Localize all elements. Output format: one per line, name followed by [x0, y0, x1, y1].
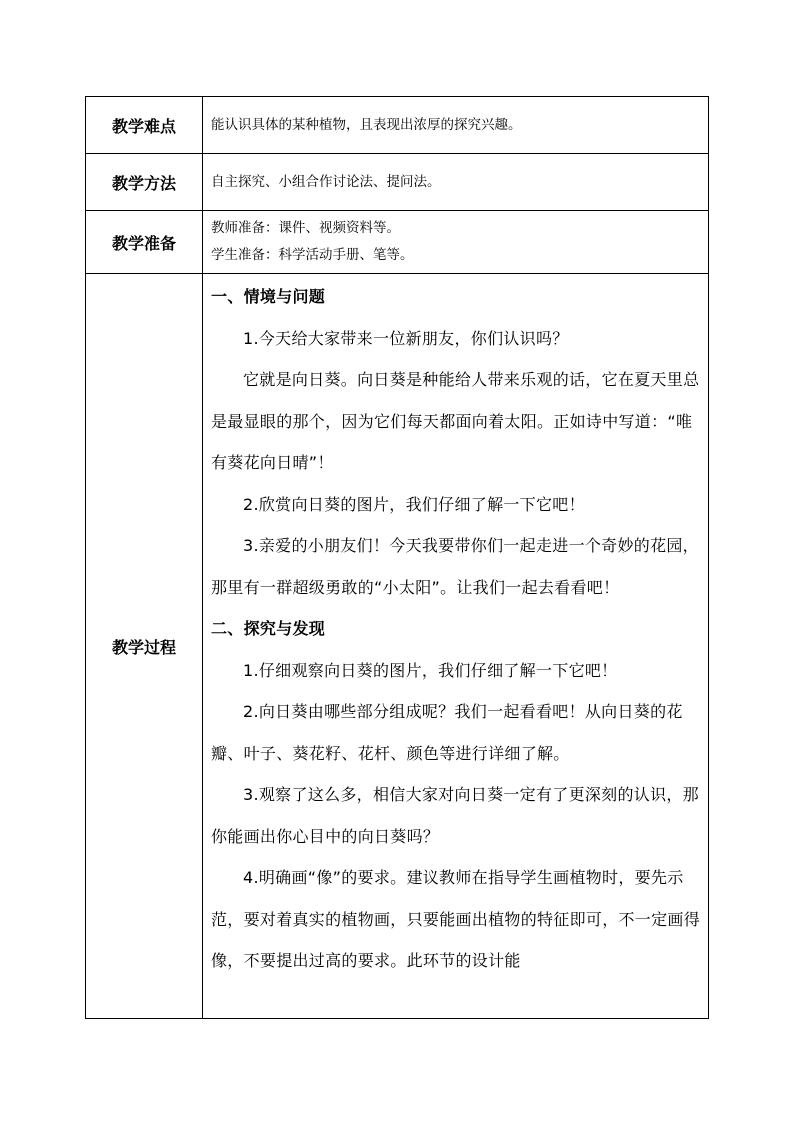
preparation-row	[86, 211, 709, 274]
process-paragraph: 1.今天给大家带来一位新朋友，你们认识吗？	[243, 328, 569, 348]
process-paragraph: 3.观察了这么多，相信大家对向日葵一定有了更深刻的认识，那你能画出你心目中的向日葵吗？	[211, 785, 699, 846]
process-paragraph: 1.仔细观察向日葵的图片，我们仔细了解一下它吧！	[243, 660, 618, 680]
process-paragraph: 2.欣赏向日葵的图片，我们仔细了解一下它吧！	[243, 494, 585, 514]
process-paragraph: 3.亲爱的小朋友们！今天我要带你们一起走进一个奇妙的花园，那里有一群超级勇敢的“小太阳”。让我们一起去看看吧！	[211, 536, 699, 597]
preparation-content	[203, 211, 709, 274]
lesson-plan-table	[85, 96, 709, 1019]
difficulty-row	[86, 97, 709, 154]
process-label: 教学过程	[86, 274, 203, 1019]
method-row	[86, 154, 709, 211]
method-text: 自主探究、小组合作讨论法、提问法。	[203, 154, 709, 211]
section-heading-context: 一、情境与问题	[211, 287, 326, 306]
teacher-preparation: 教师准备：课件、视频资料等。	[211, 220, 400, 236]
process-paragraph: 它就是向日葵。向日葵是种能给人带来乐观的话，它在夏天里总是最显眼的那个，因为它们每天都面向着太阳。正如诗中写道：“唯有葵花向日晴”！	[211, 370, 700, 472]
preparation-label: 教学准备	[86, 211, 203, 274]
student-preparation: 学生准备：科学活动手册、笔等。	[211, 247, 414, 263]
method-label: 教学方法	[86, 154, 203, 211]
section-heading-explore: 二、探究与发现	[211, 619, 326, 638]
process-content	[203, 274, 709, 1019]
difficulty-label: 教学难点	[86, 97, 203, 154]
process-paragraph: 4.明确画“像”的要求。建议教师在指导学生画植物时，要先示范，要对着真实的植物画，只要能画出植物的特征即可，不一定画得像，不要提出过高的要求。此环节的设计能	[211, 868, 701, 970]
process-row	[86, 274, 709, 1019]
process-paragraph: 2.向日葵由哪些部分组成呢？我们一起看看吧！从向日葵的花瓣、叶子、葵花籽、花杆、颜色等进行详细了解。	[211, 702, 683, 763]
difficulty-text: 能认识具体的某种植物，且表现出浓厚的探究兴趣。	[203, 97, 709, 154]
